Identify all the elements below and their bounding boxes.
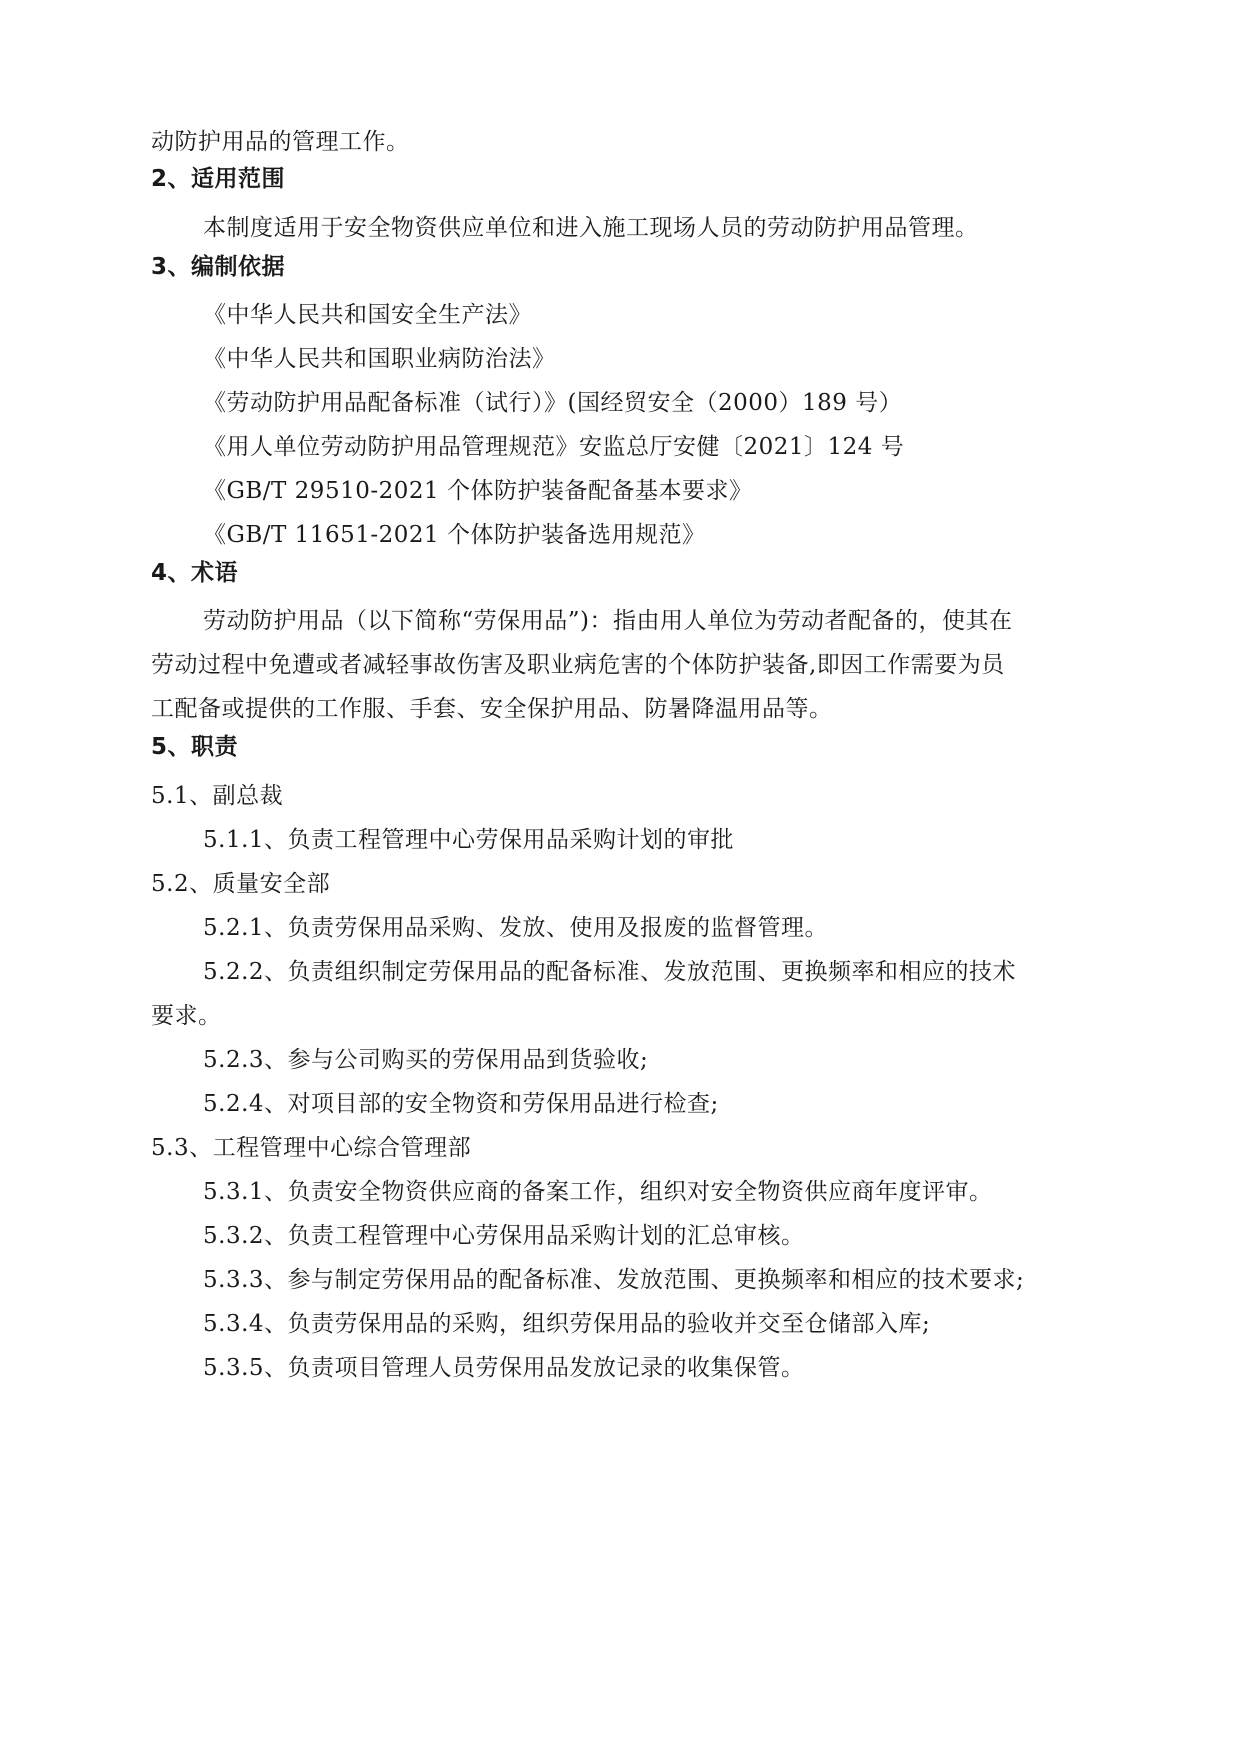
duty-item: 5.2.4、对项目部的安全物资和劳保用品进行检查; <box>203 1091 719 1117</box>
section-heading-duties: 5、职责 <box>151 734 239 760</box>
reference-item: 《劳动防护用品配备标准（试行）》(国经贸安全（2000）189 号） <box>203 390 903 416</box>
duty-item: 5.3.2、负责工程管理中心劳保用品采购计划的汇总审核。 <box>203 1223 805 1249</box>
duty-item: 5.3.5、负责项目管理人员劳保用品发放记录的收集保管。 <box>203 1355 805 1381</box>
duty-item: 5.2.1、负责劳保用品采购、发放、使用及报废的监督管理。 <box>203 915 829 941</box>
reference-item: 《中华人民共和国安全生产法》 <box>203 302 532 328</box>
subsection-heading: 5.2、质量安全部 <box>151 871 331 897</box>
subsection-heading: 5.3、工程管理中心综合管理部 <box>151 1135 472 1161</box>
reference-item: 《用人单位劳动防护用品管理规范》安监总厅安健〔2021〕124 号 <box>203 434 905 460</box>
duty-item: 5.3.4、负责劳保用品的采购，组织劳保用品的验收并交至仓储部入库; <box>203 1311 931 1337</box>
reference-item: 《中华人民共和国职业病防治法》 <box>203 346 556 372</box>
duty-item: 5.2.2、负责组织制定劳保用品的配备标准、发放范围、更换频率和相应的技术 <box>203 959 1017 985</box>
reference-item: 《GB/T 29510-2021 个体防护装备配备基本要求》 <box>203 478 753 504</box>
subsection-heading: 5.1、副总裁 <box>151 783 284 809</box>
scope-paragraph: 本制度适用于安全物资供应单位和进入施工现场人员的劳动防护用品管理。 <box>203 215 979 241</box>
section-heading-scope: 2、适用范围 <box>151 166 286 192</box>
section-heading-terms: 4、术语 <box>151 560 239 586</box>
duty-item: 5.1.1、负责工程管理中心劳保用品采购计划的审批 <box>203 827 735 853</box>
duty-item-continuation: 要求。 <box>151 1003 222 1029</box>
term-definition-line: 工配备或提供的工作服、手套、安全保护用品、防暑降温用品等。 <box>151 696 833 722</box>
term-definition-line: 劳动过程中免遭或者减轻事故伤害及职业病危害的个体防护装备,即因工作需要为员 <box>151 652 1005 678</box>
term-definition-line: 劳动防护用品（以下简称“劳保用品”)：指由用人单位为劳动者配备的，使其在 <box>203 608 1013 634</box>
duty-item: 5.3.1、负责安全物资供应商的备案工作，组织对安全物资供应商年度评审。 <box>203 1179 993 1205</box>
duty-item: 5.2.3、参与公司购买的劳保用品到货验收; <box>203 1047 649 1073</box>
reference-item: 《GB/T 11651-2021 个体防护装备选用规范》 <box>203 522 706 548</box>
section-heading-basis: 3、编制依据 <box>151 254 286 280</box>
duty-item: 5.3.3、参与制定劳保用品的配备标准、发放范围、更换频率和相应的技术要求; <box>203 1267 1025 1293</box>
paragraph-continuation: 动防护用品的管理工作。 <box>151 129 410 155</box>
